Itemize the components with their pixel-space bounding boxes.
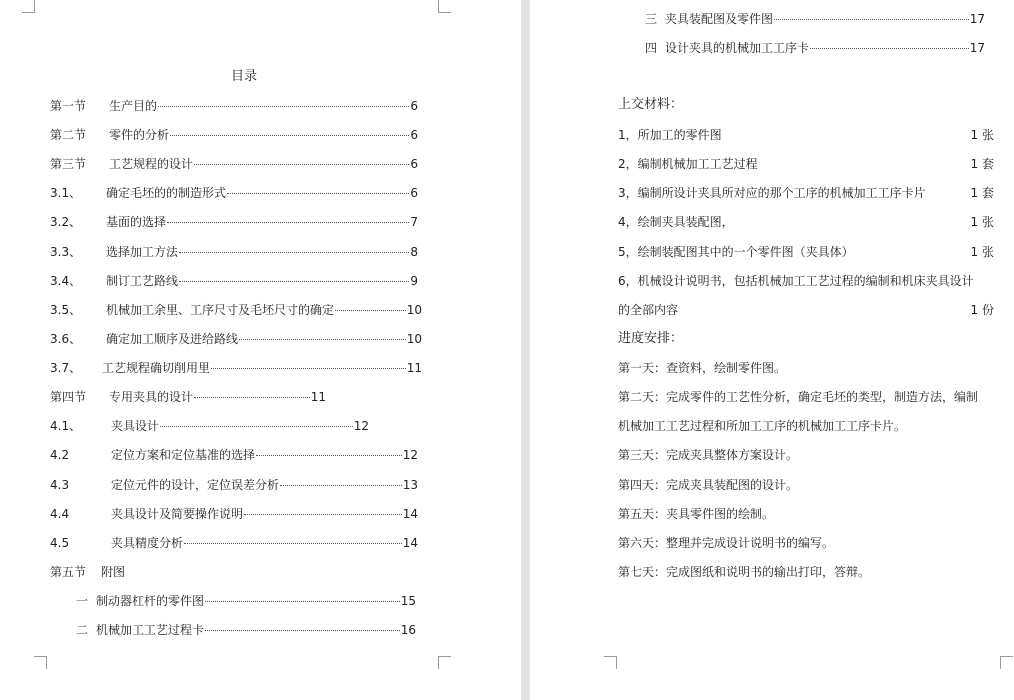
toc-page-number: 12: [402, 448, 418, 462]
toc-page-number: 14: [402, 536, 418, 550]
toc-entry[interactable]: [111, 447, 418, 463]
corner-mark: [34, 656, 47, 669]
schedule-line: 第六天：整理并完成设计说明书的编写。: [618, 536, 835, 550]
toc-number: 第五节: [50, 565, 87, 579]
toc-number: 3.6、: [50, 332, 82, 346]
dot-leader: [280, 485, 402, 486]
toc-entry-title: 工艺规程的设计: [109, 157, 194, 171]
schedule-heading: 进度安排：: [618, 331, 684, 346]
toc-entry-title: 确定加工顺序及进给路线: [106, 332, 239, 346]
toc-number: 4.5: [50, 536, 70, 550]
dot-leader: [184, 543, 402, 544]
dot-leader: [244, 514, 402, 515]
toc-entry-title: 制动器杠杆的零件图: [96, 594, 205, 608]
material-qty: 1 套: [970, 186, 994, 200]
materials-heading: 上交材料：: [618, 97, 684, 112]
toc-page-number: 15: [400, 594, 416, 608]
toc-page-number: 6: [410, 128, 418, 142]
toc-entry-title: 夹具设计及简要操作说明: [111, 507, 244, 521]
toc-page-number: 6: [410, 99, 418, 113]
dot-leader: [160, 426, 353, 427]
corner-mark: [22, 0, 35, 13]
toc-page-number: 12: [353, 419, 369, 433]
toc-entry[interactable]: [109, 98, 418, 114]
material-qty: 1 张: [970, 245, 994, 259]
schedule-line: 第七天：完成图纸和说明书的输出打印，答辩。: [618, 565, 871, 579]
toc-entry-title: 附图: [101, 565, 126, 579]
toc-entry[interactable]: [102, 360, 422, 376]
dot-leader: [774, 19, 969, 20]
material-qty: 1 张: [970, 215, 994, 229]
toc-entry-title: 夹具设计: [111, 419, 160, 433]
toc-number: 第二节: [50, 128, 87, 142]
toc-number: 4.4: [50, 507, 70, 521]
toc-entry-title: 夹具装配图及零件图: [665, 12, 774, 26]
toc-entry[interactable]: [109, 389, 326, 405]
toc-page-number: 6: [410, 186, 418, 200]
toc-number: 3.7、: [50, 361, 82, 375]
material-item: [618, 244, 994, 260]
toc-number: 4.1、: [50, 419, 82, 433]
toc-page-number: 14: [402, 507, 418, 521]
toc-entry[interactable]: [106, 302, 422, 318]
toc-entry[interactable]: [665, 40, 985, 56]
toc-number: 3.2、: [50, 215, 82, 229]
right-page: [530, 0, 1014, 700]
material-text: 4，绘制夹具装配图，: [618, 215, 734, 229]
toc-number: 3.1、: [50, 186, 82, 200]
schedule-line: 第二天：完成零件的工艺性分析，确定毛坯的类型，制造方法，编制: [618, 390, 979, 404]
material-text: 2，编制机械加工工艺过程: [618, 157, 758, 171]
toc-entry-title: 确定毛坯的的制造形式: [106, 186, 227, 200]
dot-leader: [335, 310, 406, 311]
toc-entry[interactable]: [111, 418, 369, 434]
dot-leader: [227, 193, 409, 194]
material-qty: 1 张: [970, 128, 994, 142]
toc-entry[interactable]: [111, 506, 418, 522]
toc-page-number: 17: [969, 41, 985, 55]
material-text: 5，绘制装配图其中的一个零件图（夹具体）: [618, 245, 854, 259]
toc-number: 四: [645, 41, 658, 55]
toc-entry[interactable]: [101, 564, 160, 580]
dot-leader: [211, 368, 406, 369]
material-text: 3，编制所设计夹具所对应的那个工序的机械加工工序卡片: [618, 186, 926, 200]
toc-entry[interactable]: [106, 185, 418, 201]
toc-entry[interactable]: [111, 477, 418, 493]
material-qty: 1 份: [970, 303, 994, 317]
toc-entry-title: 机械加工工艺过程卡: [96, 623, 205, 637]
corner-mark: [438, 0, 451, 13]
schedule-line: 第三天：完成夹具整体方案设计。: [618, 448, 799, 462]
toc-entry-title: 选择加工方法: [106, 245, 179, 259]
toc-entry-title: 定位方案和定位基准的选择: [111, 448, 256, 462]
toc-entry[interactable]: [106, 331, 422, 347]
toc-page-number: 10: [406, 303, 422, 317]
toc-entry-title: 机械加工余里、工序尺寸及毛坯尺寸的确定: [106, 303, 335, 317]
toc-number: 三: [645, 12, 658, 26]
toc-number: 4.2: [50, 448, 70, 462]
toc-entry-title: 设计夹具的机械加工工序卡: [665, 41, 810, 55]
material-item: [618, 185, 994, 201]
dot-leader: [239, 339, 406, 340]
material-item: [618, 214, 994, 230]
material-text: 的全部内容: [618, 303, 679, 317]
page-gutter: [521, 0, 530, 700]
schedule-line: 第四天：完成夹具装配图的设计。: [618, 478, 799, 492]
schedule-line: 第一天：查资料，绘制零件图。: [618, 361, 787, 375]
toc-number: 第四节: [50, 390, 87, 404]
dot-leader: [205, 601, 400, 602]
toc-entry[interactable]: [109, 156, 418, 172]
toc-entry-title: 专用夹具的设计: [109, 390, 194, 404]
material-qty: 1 套: [970, 157, 994, 171]
corner-mark: [1000, 656, 1013, 669]
toc-page-number: 16: [400, 623, 416, 637]
toc-entry[interactable]: [111, 535, 418, 551]
toc-number: 一: [76, 594, 89, 608]
dot-leader: [179, 252, 409, 253]
toc-number: 第三节: [50, 157, 87, 171]
corner-mark: [438, 656, 451, 669]
schedule-line: 第五天：夹具零件图的绘制。: [618, 507, 775, 521]
toc-entry-title: 生产目的: [109, 99, 158, 113]
material-item-6-line1: 6，机械设计说明书，包括机械加工工艺过程的编制和机床夹具设计: [618, 274, 974, 288]
dot-leader: [170, 135, 409, 136]
dot-leader: [810, 48, 969, 49]
toc-page-number: 9: [410, 274, 418, 288]
toc-number: 3.3、: [50, 245, 82, 259]
toc-number: 3.5、: [50, 303, 82, 317]
toc-page-number: 11: [406, 361, 422, 375]
toc-page-number: 8: [410, 245, 418, 259]
toc-entry-title: 夹具精度分析: [111, 536, 184, 550]
toc-entry[interactable]: [665, 11, 985, 27]
toc-entry-title: 工艺规程确切削用里: [102, 361, 211, 375]
dot-leader: [194, 164, 409, 165]
material-item-6-line2: [618, 302, 994, 318]
toc-number: 二: [76, 623, 89, 637]
toc-entry[interactable]: [106, 244, 418, 260]
dot-leader: [194, 397, 310, 398]
material-text: 1，所加工的零件图: [618, 128, 722, 142]
dot-leader: [167, 222, 409, 223]
dot-leader: [179, 281, 409, 282]
toc-entry-title: 定位元件的设计，定位误差分析: [111, 478, 280, 492]
toc-entry[interactable]: [109, 127, 418, 143]
toc-page-number: 13: [402, 478, 418, 492]
toc-entry[interactable]: [96, 593, 416, 609]
toc-page-number: 7: [410, 215, 418, 229]
toc-page-number: 11: [310, 390, 326, 404]
toc-page-number: 6: [410, 157, 418, 171]
dot-leader: [158, 106, 409, 107]
toc-number: 3.4、: [50, 274, 82, 288]
material-item: [618, 127, 994, 143]
toc-entry-title: 零件的分析: [109, 128, 170, 142]
corner-mark: [604, 656, 617, 669]
material-item: [618, 156, 994, 172]
toc-entry[interactable]: [96, 622, 416, 638]
dot-leader: [256, 455, 402, 456]
toc-page-number: 17: [969, 12, 985, 26]
dot-leader: [205, 630, 400, 631]
toc-number: 第一节: [50, 99, 87, 113]
toc-entry-title: 制订工艺路线: [106, 274, 179, 288]
toc-entry[interactable]: [106, 273, 418, 289]
toc-entry-title: 基面的选择: [106, 215, 167, 229]
schedule-line: 机械加工工艺过程和所加工工序的机械加工工序卡片。: [618, 419, 907, 433]
toc-number: 4.3: [50, 478, 70, 492]
toc-title: 目录: [231, 69, 258, 84]
toc-page-number: 10: [406, 332, 422, 346]
toc-entry[interactable]: [106, 214, 418, 230]
